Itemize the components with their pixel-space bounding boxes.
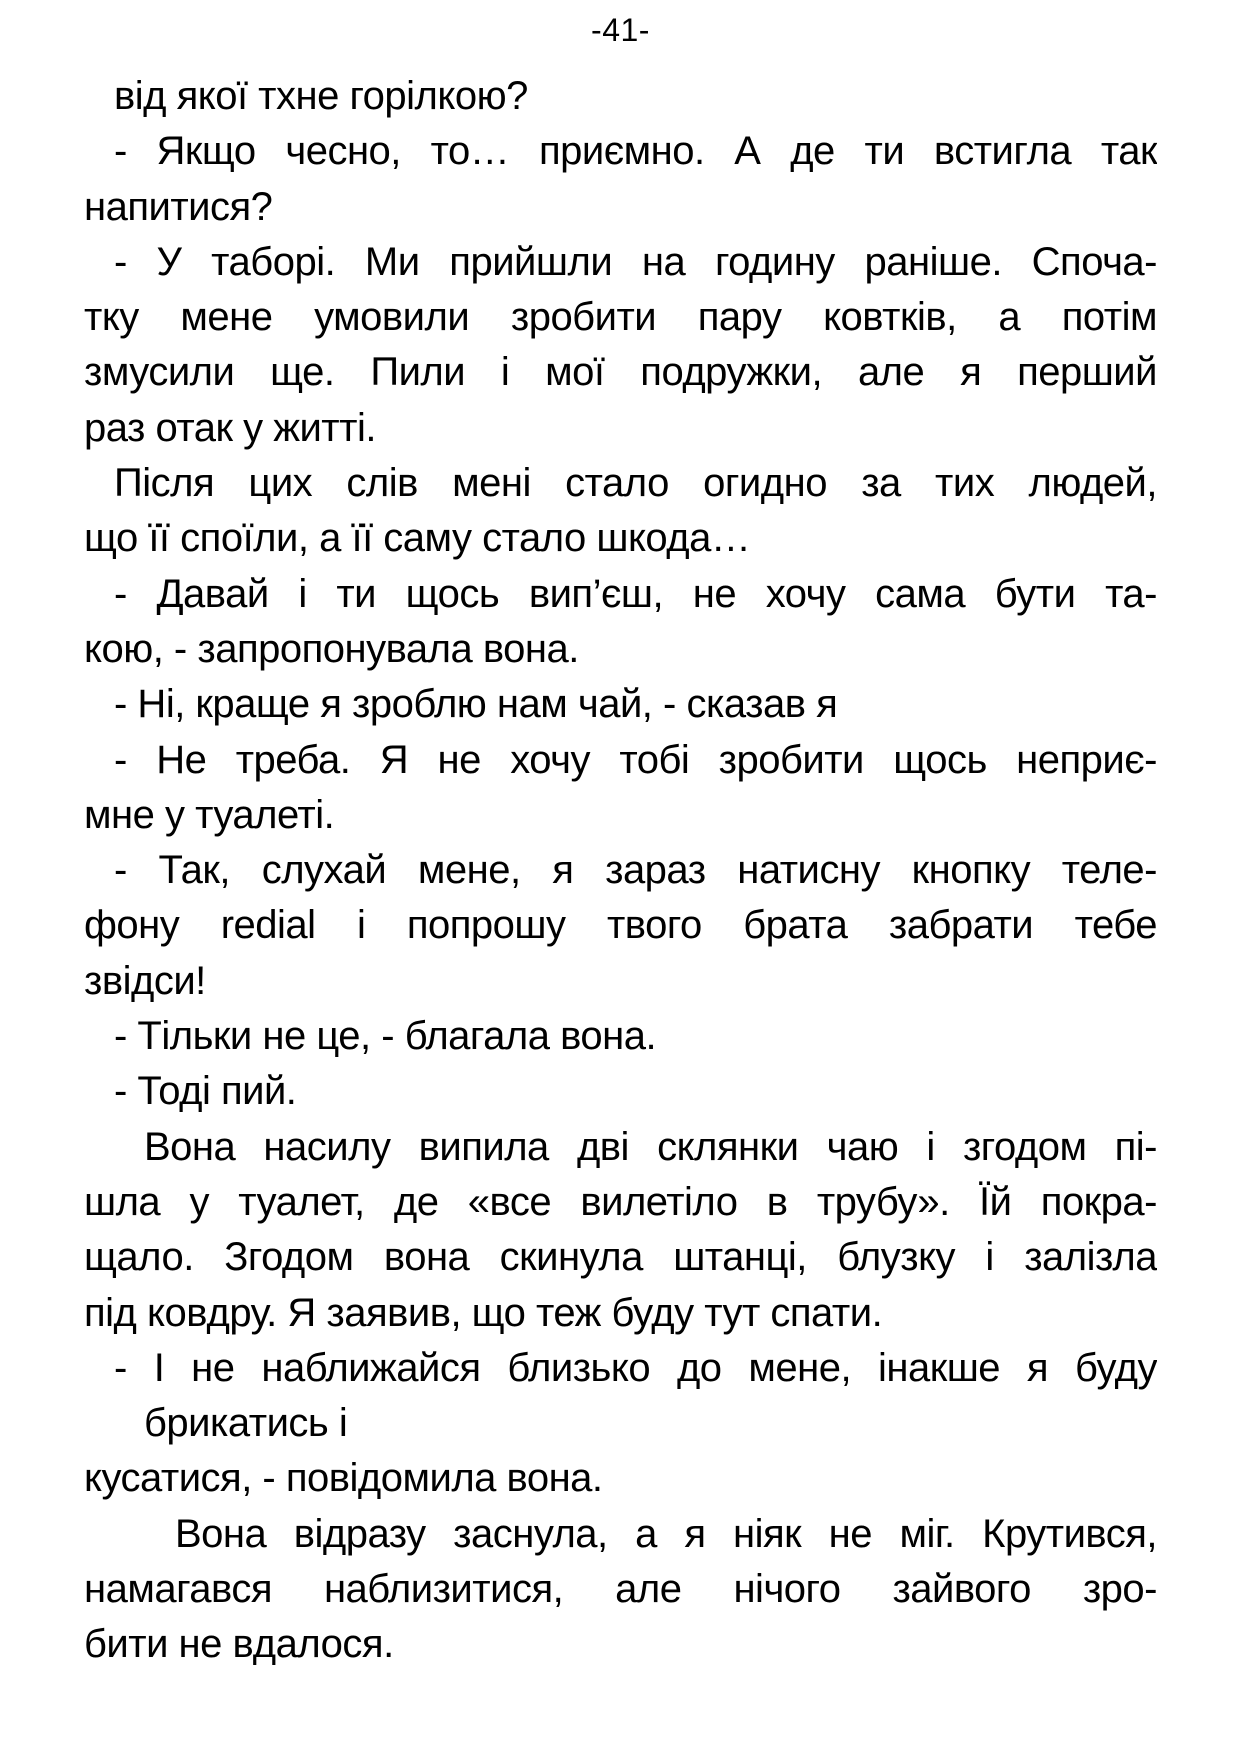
text-line: раз отак у житті.	[84, 405, 376, 450]
text-line: - Не треба. Я не хочу тобі зробити щось неприє-	[114, 737, 1157, 782]
text-line: Вона відразу заснула, а я ніяк не міг. Крутився,	[175, 1511, 1157, 1556]
text-line: - Давай і ти щось вип’єш, не хочу сама бути та-	[114, 571, 1157, 616]
text-line: - Тільки не це, - благала вона.	[114, 1014, 657, 1059]
text-line: мне у туалеті.	[84, 792, 335, 837]
text-line: шла у туалет, де «все вилетіло в трубу». Їй покра-	[84, 1179, 1157, 1224]
text-line: тку мене умовили зробити пару ковтків, а потім	[84, 295, 1157, 340]
text-line: бити не вдалося.	[84, 1622, 394, 1667]
text-line: брикатись і	[144, 1401, 348, 1446]
text-line: намагався наблизитися, але нічого зайвого зро-	[84, 1567, 1157, 1612]
text-line: - Так, слухай мене, я зараз натисну кнопку теле-	[114, 848, 1157, 893]
text-line: Після цих слів мені стало огидно за тих людей,	[114, 461, 1157, 506]
text-line: Вона насилу випила дві склянки чаю і згодом пі-	[144, 1124, 1157, 1169]
page-number: -41-	[591, 12, 650, 48]
text-line: - І не наближайся близько до мене, інакше я буду	[114, 1345, 1157, 1390]
text-line: - Ні, краще я зроблю нам чай, - сказав я	[114, 682, 838, 727]
text-line: від якої тхне горілкою?	[114, 74, 528, 118]
page-text	[84, 69, 1157, 1673]
text-line: щало. Згодом вона скинула штанці, блузку і залізла	[84, 1235, 1157, 1280]
text-line: під ковдру. Я заявив, що теж буду тут спати.	[84, 1290, 883, 1335]
text-line: - У таборі. Ми прийшли на годину раніше. Споча-	[114, 239, 1157, 284]
text-line: фону redial і попрошу твого брата забрати тебе	[84, 903, 1157, 948]
text-line: змусили ще. Пили і мої подружки, але я перший	[84, 350, 1157, 395]
text-line: звідси!	[84, 958, 206, 1003]
text-line: - Тоді пий.	[114, 1069, 297, 1114]
text-line: кою, - запропонувала вона.	[84, 626, 579, 671]
text-line: що її споїли, а її саму стало шкода…	[84, 516, 751, 561]
text-line: - Якщо чесно, то… приємно. А де ти встигла так	[114, 129, 1157, 174]
text-line: кусатися, - повідомила вона.	[84, 1456, 603, 1501]
text-line: напитися?	[84, 184, 273, 229]
